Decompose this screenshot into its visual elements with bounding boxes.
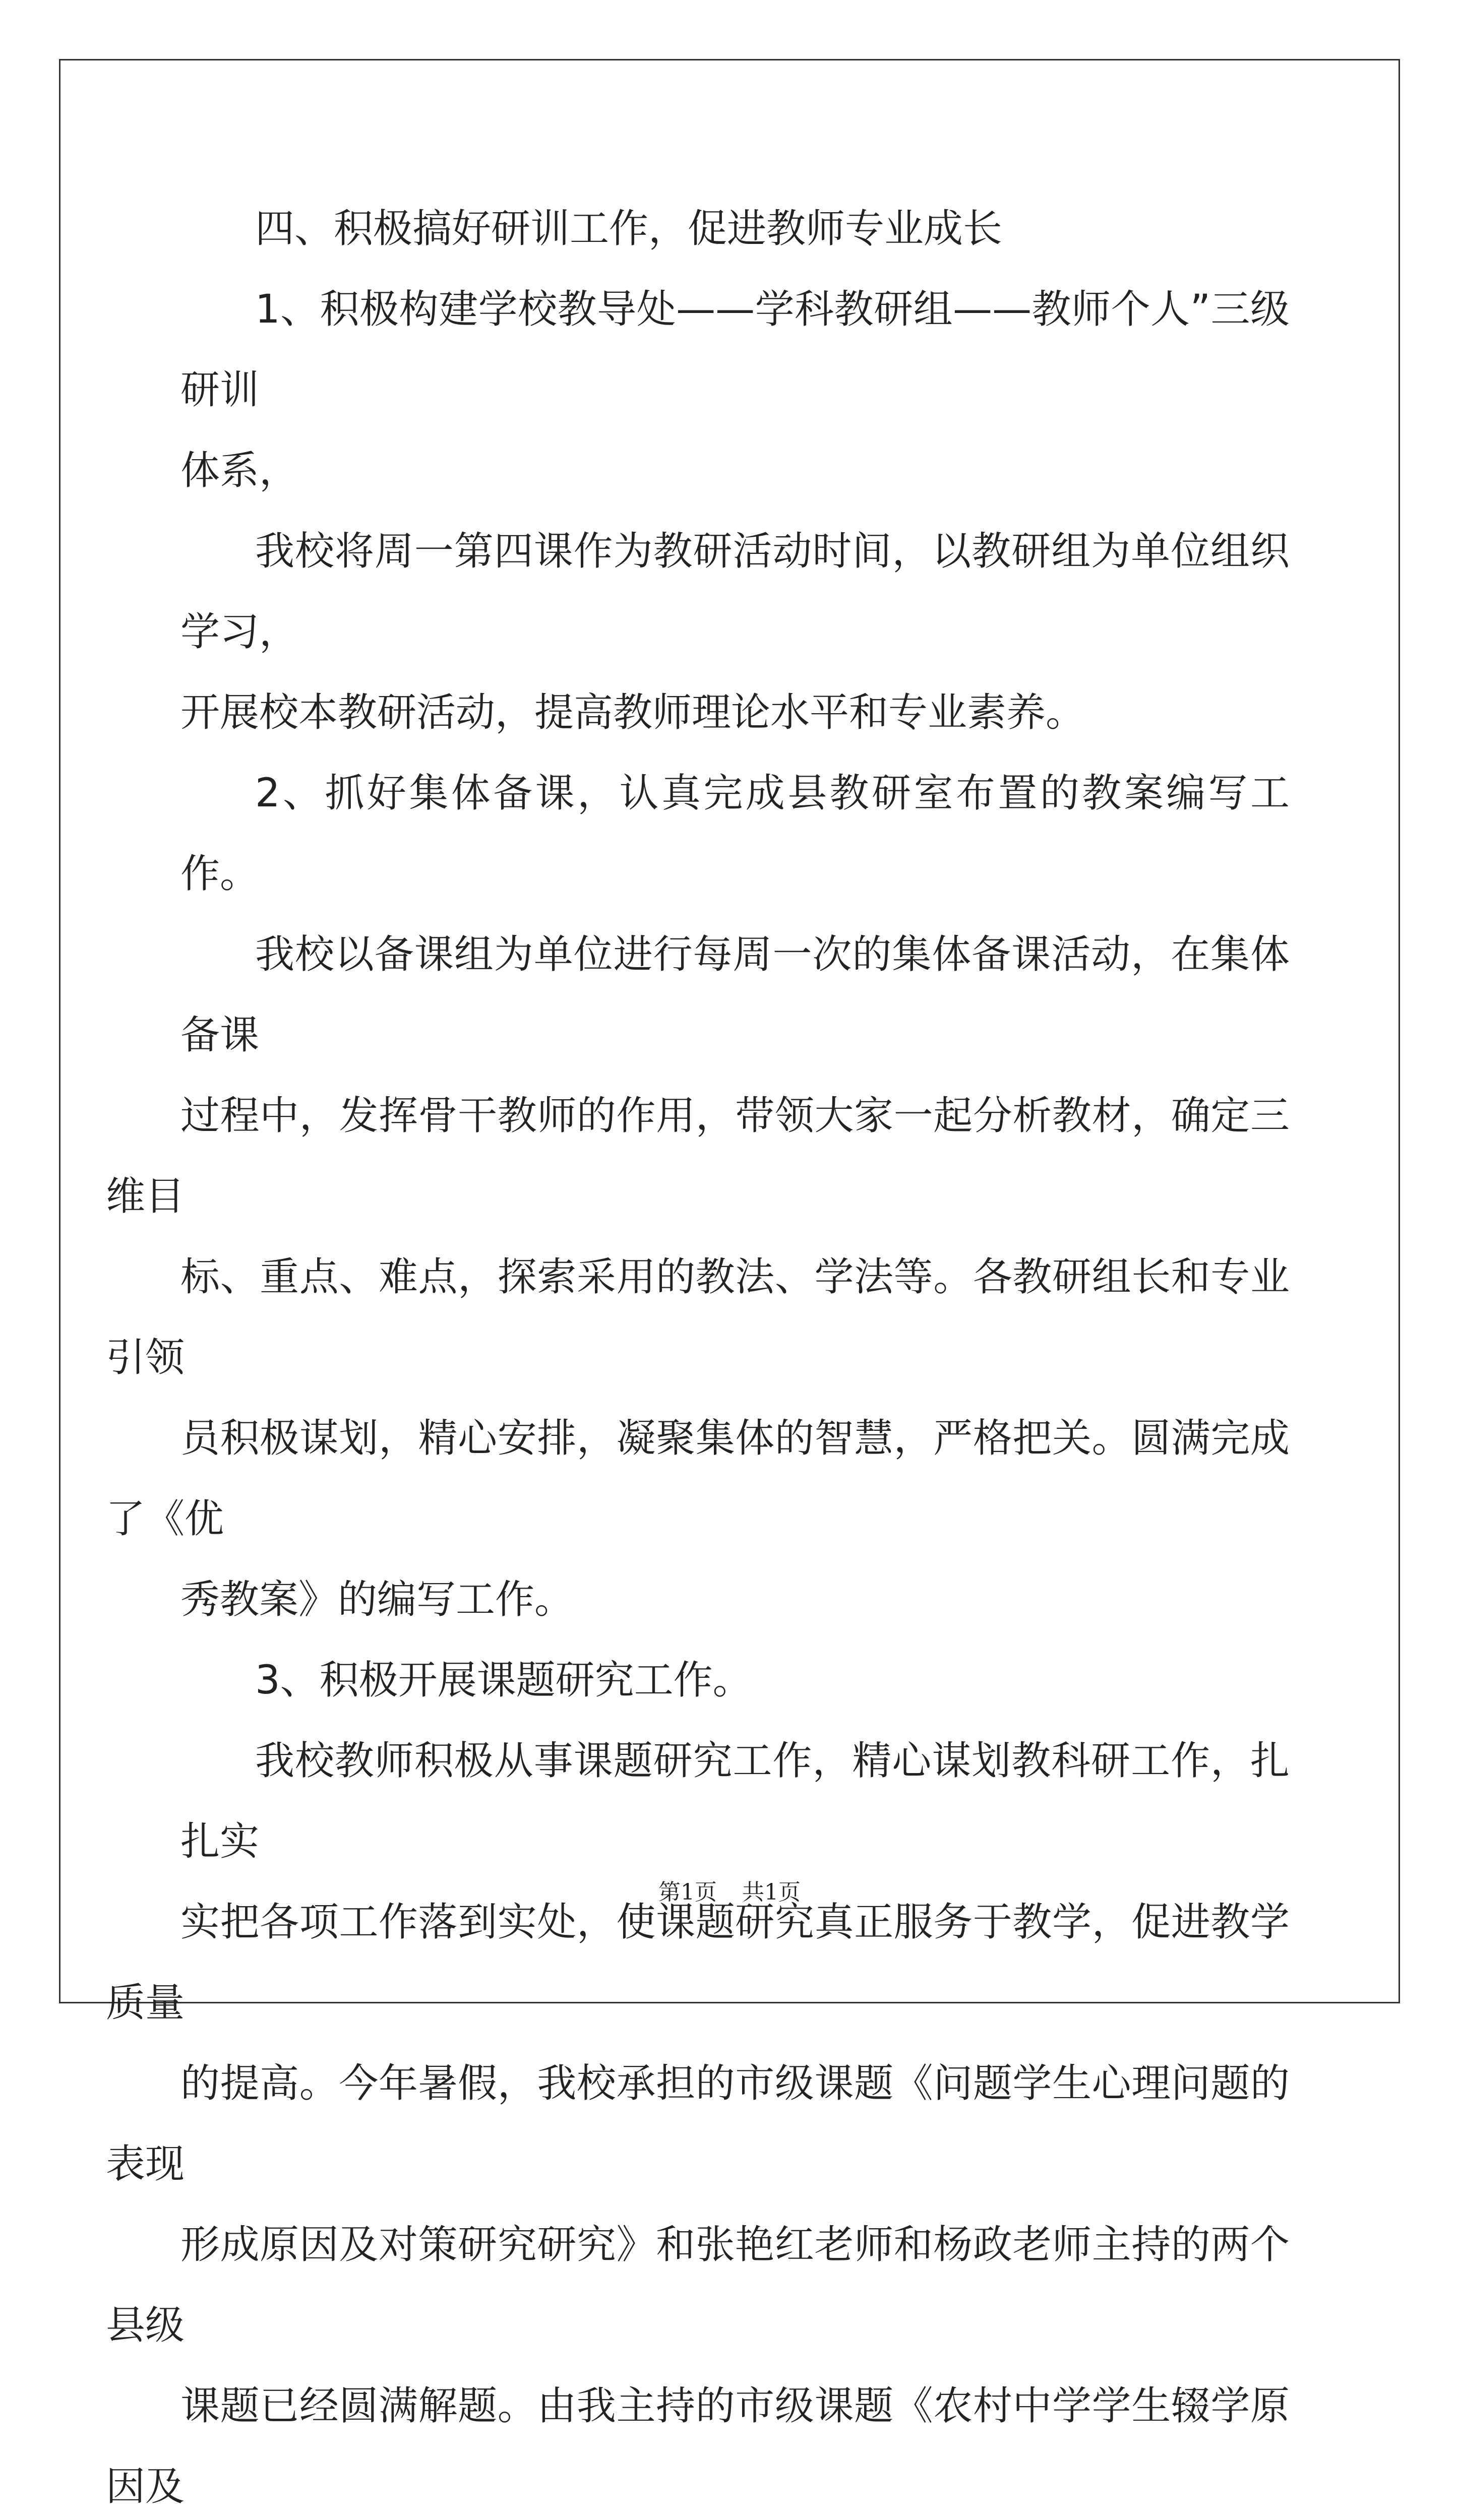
paragraph-item-2 bbox=[180, 753, 1290, 914]
page-number-total: 共1页 bbox=[742, 1879, 801, 1905]
text-line: 我校教师积极从事课题研究工作，精心谋划教科研工作，扎扎实 bbox=[180, 1738, 1290, 1864]
paragraph-body-2 bbox=[106, 914, 1290, 1640]
page-number-current: 第1页 bbox=[658, 1879, 717, 1905]
text-line: 我校将周一第四课作为教研活动时间，以教研组为单位组织学习， bbox=[180, 529, 1290, 655]
text-line: 3、积极开展课题研究工作。 bbox=[255, 1658, 752, 1703]
paragraph-body-3 bbox=[106, 1721, 1290, 2520]
text-line: 体系， bbox=[180, 448, 299, 493]
paragraph-item-1 bbox=[180, 269, 1290, 511]
text-line: 标、重点、难点，探索采用的教法、学法等。各教研组长和专业引领 bbox=[106, 1254, 1290, 1380]
text-line: 我校以备课组为单位进行每周一次的集体备课活动，在集体备课 bbox=[180, 932, 1290, 1058]
text-line: 2、抓好集体备课，认真完成县教研室布置的教案编写工作。 bbox=[180, 771, 1290, 897]
text-line: 过程中，发挥骨干教师的作用，带领大家一起分析教材，确定三维目 bbox=[106, 1093, 1290, 1219]
page-footer bbox=[0, 1877, 1459, 1908]
text-line: 课题已经圆满解题。由我主持的市级课题《农村中学学生辍学原因及 bbox=[106, 2383, 1290, 2509]
text-line: 的提高。今年暑假，我校承担的市级课题《问题学生心理问题的表现 bbox=[106, 2061, 1290, 2187]
text-line: 员积极谋划，精心安排，凝聚集体的智慧，严格把关。圆满完成了《优 bbox=[106, 1416, 1290, 1542]
text-line: 秀教案》的编写工作。 bbox=[180, 1577, 574, 1622]
text-line: 开展校本教研活动，提高教师理论水平和专业素养。 bbox=[180, 690, 1085, 735]
paragraph-item-3 bbox=[180, 1640, 1290, 1721]
text-line: 形成原因及对策研究研究》和张艳红老师和杨政老师主持的两个县级 bbox=[106, 2222, 1290, 2348]
text-line: 1、积极构建学校教导处——学科教研组——教师个人”三级研训 bbox=[180, 287, 1290, 413]
document-body bbox=[106, 188, 1290, 2520]
text-line: 实把各项工作落到实处，使课题研究真正服务于教学，促进教学质量 bbox=[106, 1900, 1290, 2026]
paragraph-heading-4 bbox=[180, 188, 1290, 269]
paragraph-body-1 bbox=[180, 511, 1290, 753]
text-line: 四、积极搞好研训工作，促进教师专业成长 bbox=[255, 206, 1003, 251]
